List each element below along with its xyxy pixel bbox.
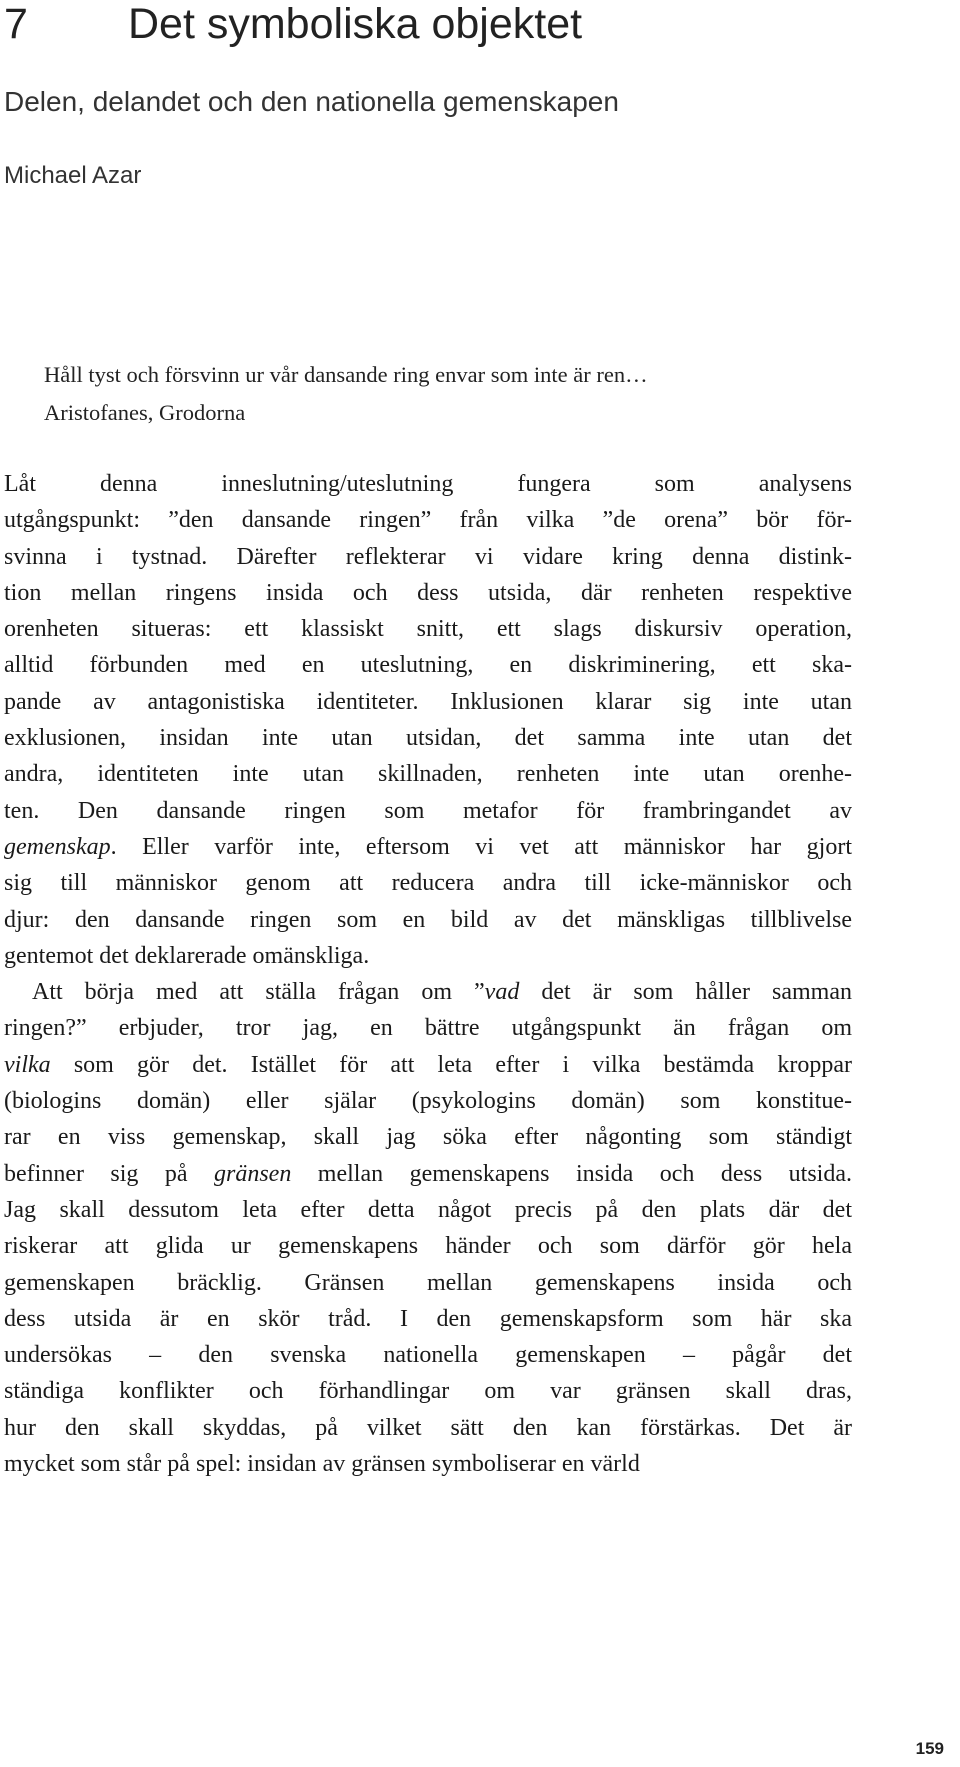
text-segment: ringen?” erbjuder, tror jag, en bättre utgångspunkt än frågan om: [4, 1015, 852, 1042]
epigraph-source: Aristofanes, Grodorna: [44, 400, 246, 425]
text-line: [4, 466, 852, 502]
text-line: [4, 902, 852, 938]
text-segment: andra, identiteten inte utan skillnaden, renheten inte utan orenhe-: [4, 761, 852, 788]
text-segment: dess utsida är en skör tråd. I den gemenskapsform som här ska: [4, 1305, 852, 1332]
text-line: [4, 756, 852, 792]
chapter-number: 7: [4, 0, 28, 48]
text-segment: . Eller varför inte, eftersom vi vet att människor har gjort: [110, 833, 852, 860]
text-segment: alltid förbunden med en uteslutning, en diskriminering, ett ska-: [4, 652, 852, 679]
text-segment: Jag skall dessutom leta efter detta något precis på den plats där det: [4, 1196, 852, 1223]
text-line: [4, 1337, 852, 1373]
chapter-subtitle: Delen, delandet och den nationella gemenskapen: [4, 86, 619, 117]
text-segment: Låt denna inneslutning/uteslutning fungera som analysens: [4, 471, 852, 497]
text-segment: ständiga konflikter och förhandlingar om var gränsen skall dras,: [4, 1378, 852, 1405]
text-segment: mycket som står på spel: insidan av gränsen symboliserar en värld: [4, 1451, 640, 1478]
text-line: [4, 1410, 852, 1446]
text-segment: gemenskapen bräcklig. Gränsen mellan gemenskapens insida och: [4, 1269, 852, 1296]
chapter-title: Det symboliska objektet: [128, 0, 583, 48]
text-line: [4, 1265, 852, 1301]
paragraph-2: [4, 974, 852, 1482]
body-text: [4, 466, 852, 1482]
text-segment: rar en viss gemenskap, skall jag söka efter någonting som ständigt: [4, 1124, 852, 1151]
text-line: [4, 684, 852, 720]
text-segment: utgångspunkt: ”den dansande ringen” från vilka ”de orena” bör för-: [4, 507, 852, 534]
text-line: [4, 1010, 852, 1046]
text-line: [4, 1156, 852, 1192]
text-segment: hur den skall skyddas, på vilket sätt den kan förstärkas. Det är: [4, 1414, 852, 1441]
text-line: [4, 793, 852, 829]
text-segment: mellan gemenskapens insida och dess utsida.: [291, 1160, 852, 1187]
text-line: [4, 938, 852, 974]
text-line: [4, 1083, 852, 1119]
text-line: [4, 865, 852, 901]
text-segment: orenheten situeras: ett klassiskt snitt, ett slags diskursiv operation,: [4, 616, 852, 643]
text-line: [4, 1301, 852, 1337]
text-line: [4, 1373, 852, 1409]
text-segment: gentemot det deklarerade omänskliga.: [4, 942, 370, 969]
text-segment: ten. Den dansande ringen som metafor för frambringandet av: [4, 797, 852, 824]
text-line: [4, 502, 852, 538]
text-segment: riskerar att glida ur gemenskapens händer och som därför gör hela: [4, 1233, 852, 1260]
text-segment: Att börja med att ställa frågan om ”: [32, 979, 485, 1006]
emphasis: gemenskap: [4, 833, 111, 860]
text-line: [4, 720, 852, 756]
text-line: [4, 974, 852, 1010]
text-line: [4, 611, 852, 647]
text-line: [4, 575, 852, 611]
page-number: 159: [915, 1739, 944, 1758]
emphasis: vad: [484, 979, 520, 1006]
chapter-heading: [4, 0, 582, 48]
text-line: [4, 1446, 852, 1482]
epigraph: [44, 356, 648, 432]
text-line: [4, 647, 852, 683]
text-segment: svinna i tystnad. Därefter reflekterar vi vidare kring denna distink-: [4, 543, 852, 570]
text-segment: tion mellan ringens insida och dess utsida, där renheten respektive: [4, 579, 852, 606]
text-line: [4, 539, 852, 575]
text-segment: det är som håller samman: [519, 979, 852, 1006]
text-line: [4, 1192, 852, 1228]
epigraph-quote: Håll tyst och försvinn ur vår dansande ring envar som inte är ren…: [44, 362, 648, 387]
text-segment: pande av antagonistiska identiteter. Inklusionen klarar sig inte utan: [4, 688, 852, 715]
text-segment: som gör det. Istället för att leta efter i vilka bestämda kroppar: [50, 1051, 852, 1078]
text-line: [4, 1047, 852, 1083]
text-segment: befinner sig på: [4, 1160, 214, 1187]
emphasis: gränsen: [214, 1160, 292, 1187]
text-segment: exklusionen, insidan inte utan utsidan, det samma inte utan det: [4, 725, 852, 752]
text-segment: sig till människor genom att reducera andra till icke-människor och: [4, 870, 852, 897]
text-line: [4, 1228, 852, 1264]
text-line: [4, 1119, 852, 1155]
emphasis: vilka: [4, 1051, 51, 1078]
text-segment: undersökas – den svenska nationella gemenskapen – pågår det: [4, 1342, 852, 1369]
text-segment: (biologins domän) eller själar (psykologins domän) som konstitue-: [4, 1088, 852, 1115]
paragraph-1: [4, 466, 852, 974]
text-line: [4, 829, 852, 865]
text-segment: djur: den dansande ringen som en bild av det mänskligas tillblivelse: [4, 906, 852, 933]
author-name: Michael Azar: [4, 162, 142, 189]
